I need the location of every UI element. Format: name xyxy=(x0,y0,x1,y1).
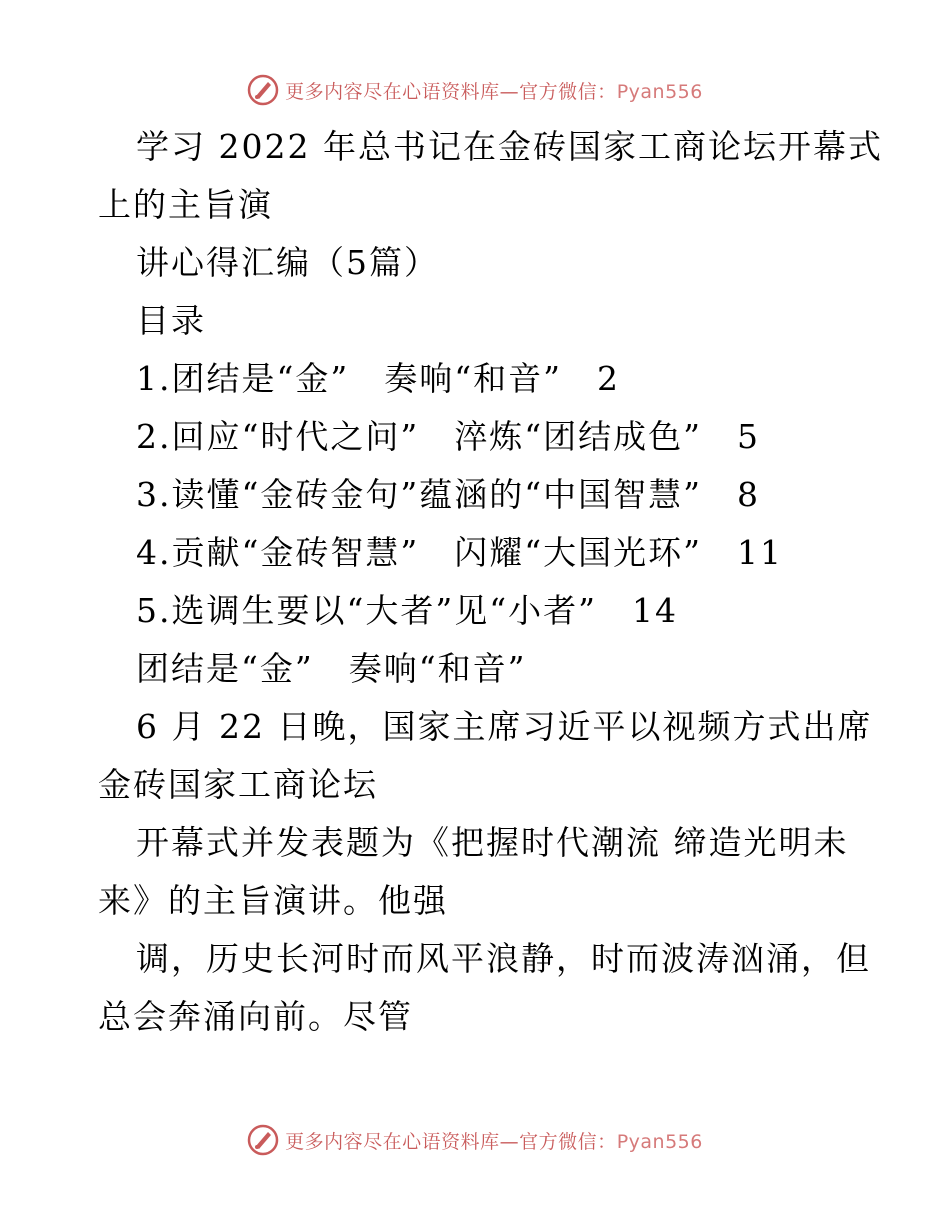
text-line: 3.读懂“金砖金句”蕴涵的“中国智慧” 8 xyxy=(136,475,760,514)
header-wechat-id: Pyan556 xyxy=(616,80,703,103)
text-line: 2.回应“时代之问” 淬炼“团结成色” 5 xyxy=(136,417,760,456)
footer-site-name: 更多内容尽在心语资料库 xyxy=(285,1130,500,1153)
brand-logo-icon xyxy=(247,74,279,106)
text-line: 学习 2022 年总书记在金砖国家工商论坛开幕式 xyxy=(136,127,883,166)
text-line: 团结是“金” 奏响“和音” xyxy=(136,649,527,688)
text-line: 1.团结是“金” 奏响“和音” 2 xyxy=(136,359,620,398)
header-banner xyxy=(0,70,950,110)
text-line: 4.贡献“金砖智慧” 闪耀“大国光环” 11 xyxy=(136,533,783,572)
footer-dash: — xyxy=(499,1130,520,1153)
header-banner-inner xyxy=(247,74,703,106)
text-line: 调，历史长河时而风平浪静，时而波涛汹涌，但 xyxy=(136,939,871,978)
text-line: 开幕式并发表题为《把握时代潮流 缔造光明未 xyxy=(136,823,849,862)
text-line: 上的主旨演 xyxy=(98,185,273,224)
text-line: 目录 xyxy=(136,301,206,340)
header-dash: — xyxy=(499,80,520,103)
footer-wechat-id: Pyan556 xyxy=(616,1130,703,1153)
footer-banner-text xyxy=(285,1127,703,1154)
footer-wechat-label: 官方微信： xyxy=(519,1130,617,1153)
header-banner-text xyxy=(285,77,703,104)
document-body xyxy=(98,118,883,1046)
footer-banner xyxy=(0,1120,950,1160)
text-line: 金砖国家工商论坛 xyxy=(98,765,378,804)
text-line: 讲心得汇编（5篇） xyxy=(136,243,439,282)
text-line: 总会奔涌向前。尽管 xyxy=(98,997,413,1036)
text-line: 5.选调生要以“大者”见“小者” 14 xyxy=(136,591,678,630)
footer-banner-inner xyxy=(247,1124,703,1156)
brand-logo-icon xyxy=(247,1124,279,1156)
text-line: 6 月 22 日晚，国家主席习近平以视频方式出席 xyxy=(136,707,873,746)
header-site-name: 更多内容尽在心语资料库 xyxy=(285,80,500,103)
header-wechat-label: 官方微信： xyxy=(519,80,617,103)
text-line: 来》的主旨演讲。他强 xyxy=(98,881,448,920)
